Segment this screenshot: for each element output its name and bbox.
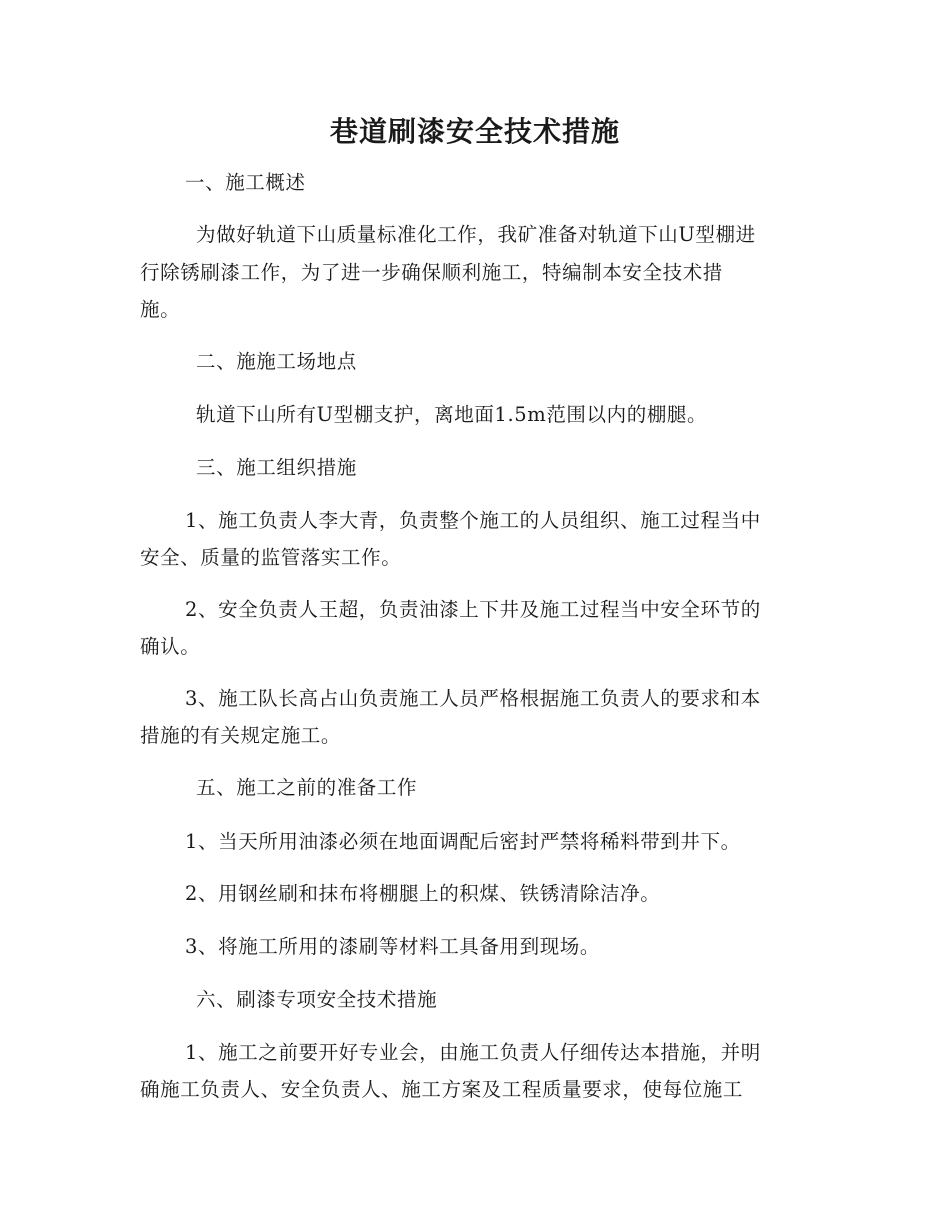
paragraph-line: 施。 xyxy=(140,298,181,321)
document-title: 巷道刷漆安全技术措施 xyxy=(329,115,620,148)
list-item-line: 确认。 xyxy=(140,635,201,658)
heading-preparation: 五、施工之前的准备工作 xyxy=(196,776,418,799)
list-item-line: 措施的有关规定施工。 xyxy=(140,724,342,747)
heading-overview: 一、施工概述 xyxy=(185,171,306,194)
list-item-line: 3、将施工所用的漆刷等材料工具备用到现场。 xyxy=(185,935,601,958)
list-item-line: 安全、质量的监管落实工作。 xyxy=(140,546,402,569)
list-item-line: 1、施工负责人李大青，负责整个施工的人员组织、施工过程当中 xyxy=(185,509,761,532)
paragraph-line: 为做好轨道下山质量标准化工作，我矿准备对轨道下山U型棚进 xyxy=(196,223,756,246)
list-item-line: 2、安全负责人王超，负责油漆上下井及施工过程当中安全环节的 xyxy=(185,598,761,621)
heading-location: 二、施施工场地点 xyxy=(196,350,357,373)
heading-organization: 三、施工组织措施 xyxy=(196,456,357,479)
list-item-line: 3、施工队长高占山负责施工人员严格根据施工负责人的要求和本 xyxy=(185,687,761,710)
heading-painting-safety: 六、刷漆专项安全技术措施 xyxy=(196,988,438,1011)
list-item-line: 2、用钢丝刷和抹布将棚腿上的积煤、铁锈清除洁净。 xyxy=(185,882,661,905)
paragraph-line: 行除锈刷漆工作，为了进一步确保顺利施工，特编制本安全技术措 xyxy=(140,261,723,284)
list-item-line: 确施工负责人、安全负责人、施工方案及工程质量要求，使每位施工 xyxy=(140,1078,744,1101)
paragraph-line: 轨道下山所有U型棚支护，离地面1.5m范围以内的棚腿。 xyxy=(196,403,708,426)
list-item-line: 1、施工之前要开好专业会，由施工负责人仔细传达本措施，并明 xyxy=(185,1041,761,1064)
list-item-line: 1、当天所用油漆必须在地面调配后密封严禁将稀料带到井下。 xyxy=(185,830,741,853)
